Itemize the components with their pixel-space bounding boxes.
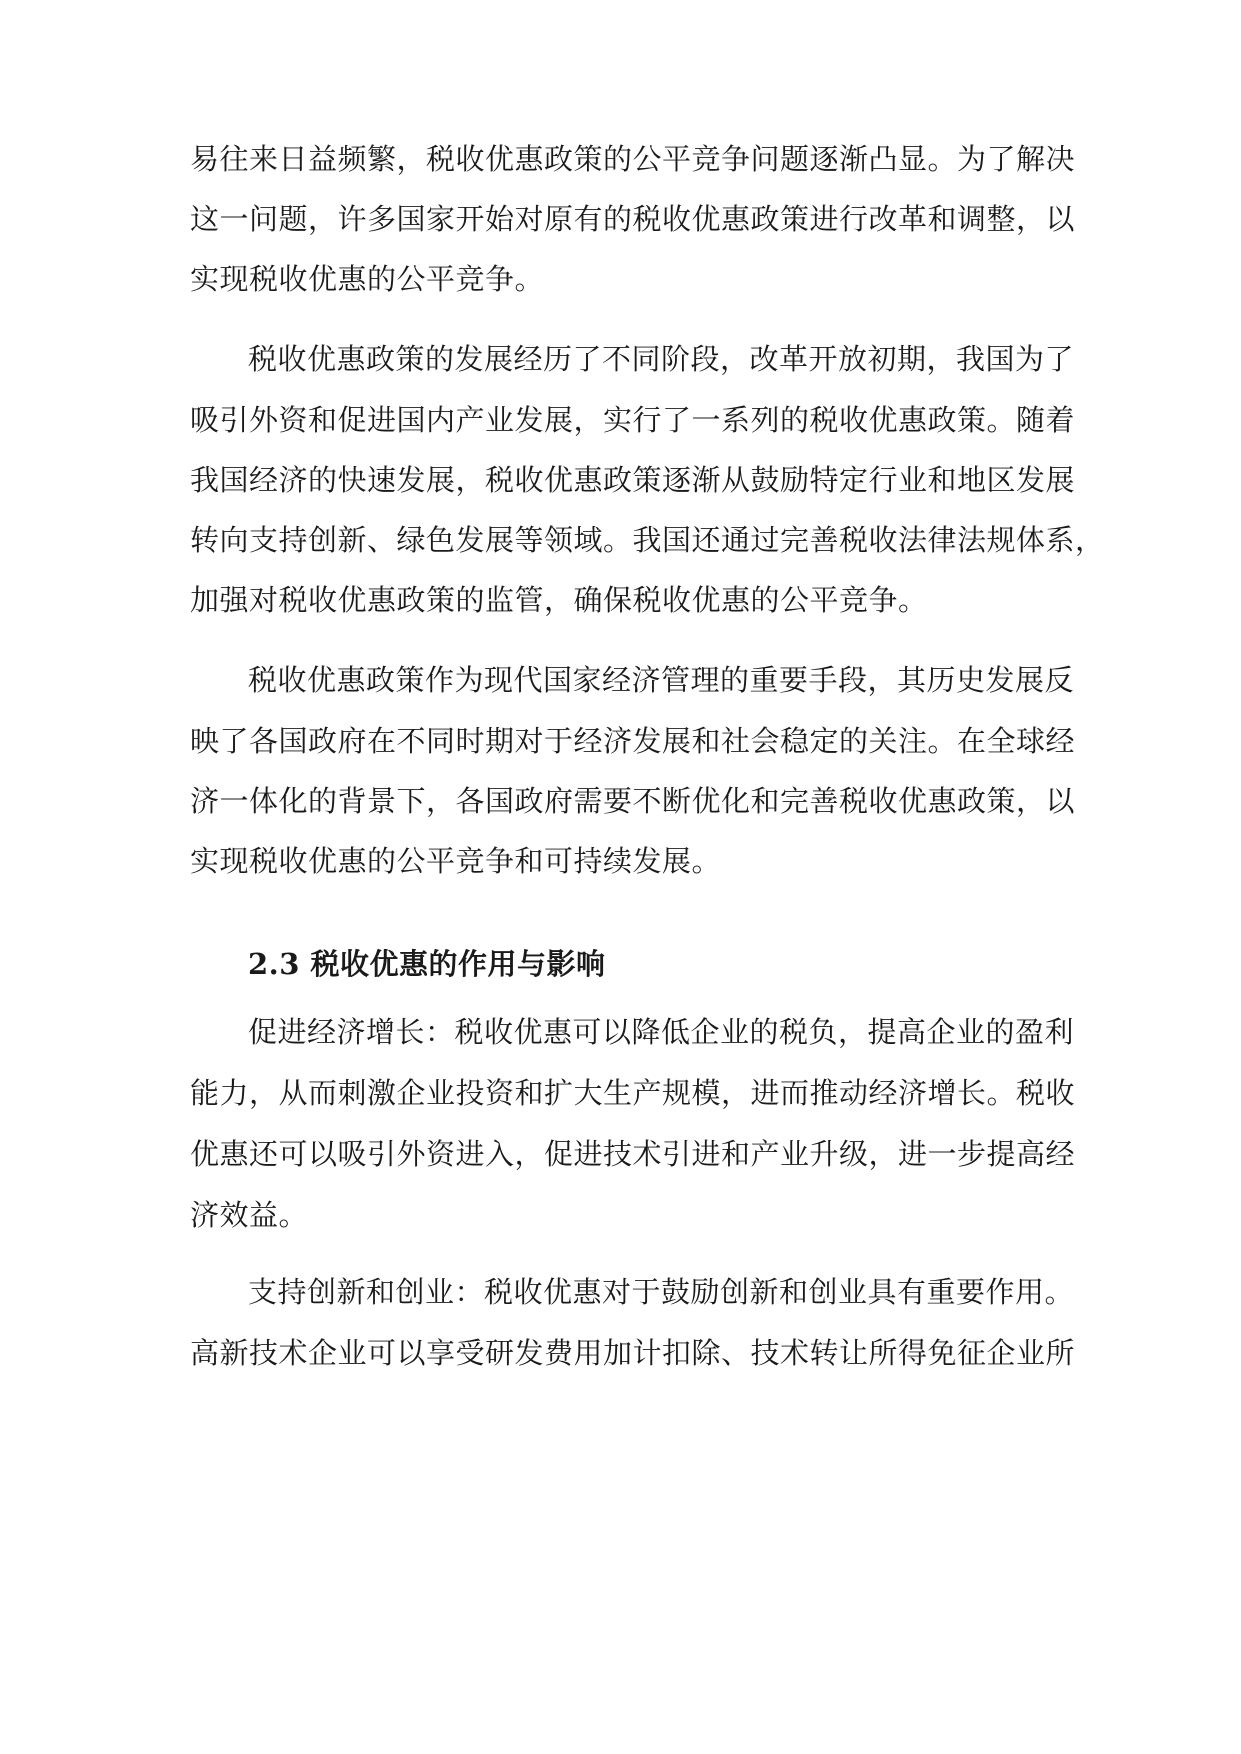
- paragraph-4-line-4: 济效益。: [190, 1198, 309, 1232]
- paragraph-4-line-2: 能力，从而刺激企业投资和扩大生产规模，进而推动经济增长。税收: [190, 1076, 1076, 1110]
- paragraph-2-line-3: 我国经济的快速发展，税收优惠政策逐渐从鼓励特定行业和地区发展: [190, 463, 1076, 497]
- section-heading: 2.3 税收优惠的作用与影响: [248, 947, 606, 981]
- paragraph-1-line-3: 实现税收优惠的公平竞争。: [190, 262, 545, 296]
- paragraph-3-line-2: 映了各国政府在不同时期对于经济发展和社会稳定的关注。在全球经: [190, 724, 1076, 758]
- paragraph-2-line-4: 转向支持创新、绿色发展等领域。我国还通过完善税收法律法规体系，: [190, 523, 1105, 557]
- paragraph-2-line-2: 吸引外资和促进国内产业发展，实行了一系列的税收优惠政策。随着: [190, 403, 1076, 437]
- paragraph-3-line-1: 税收优惠政策作为现代国家经济管理的重要手段，其历史发展反: [248, 663, 1075, 697]
- paragraph-5-line-1: 支持创新和创业：税收优惠对于鼓励创新和创业具有重要作用。: [248, 1275, 1075, 1309]
- paragraph-2-line-5: 加强对税收优惠政策的监管，确保税收优惠的公平竞争。: [190, 583, 928, 617]
- paragraph-1-line-2: 这一问题，许多国家开始对原有的税收优惠政策进行改革和调整，以: [190, 202, 1076, 236]
- paragraph-1-line-1: 易往来日益频繁，税收优惠政策的公平竞争问题逐渐凸显。为了解决: [190, 142, 1076, 176]
- paragraph-3-line-3: 济一体化的背景下，各国政府需要不断优化和完善税收优惠政策，以: [190, 784, 1076, 818]
- paragraph-3-line-4: 实现税收优惠的公平竞争和可持续发展。: [190, 844, 722, 878]
- paragraph-4-line-1: 促进经济增长：税收优惠可以降低企业的税负，提高企业的盈利: [248, 1015, 1075, 1049]
- paragraph-2-line-1: 税收优惠政策的发展经历了不同阶段，改革开放初期，我国为了: [248, 342, 1075, 376]
- paragraph-5-line-2: 高新技术企业可以享受研发费用加计扣除、技术转让所得免征企业所: [190, 1336, 1076, 1370]
- paragraph-4-line-3: 优惠还可以吸引外资进入，促进技术引进和产业升级，进一步提高经: [190, 1137, 1076, 1171]
